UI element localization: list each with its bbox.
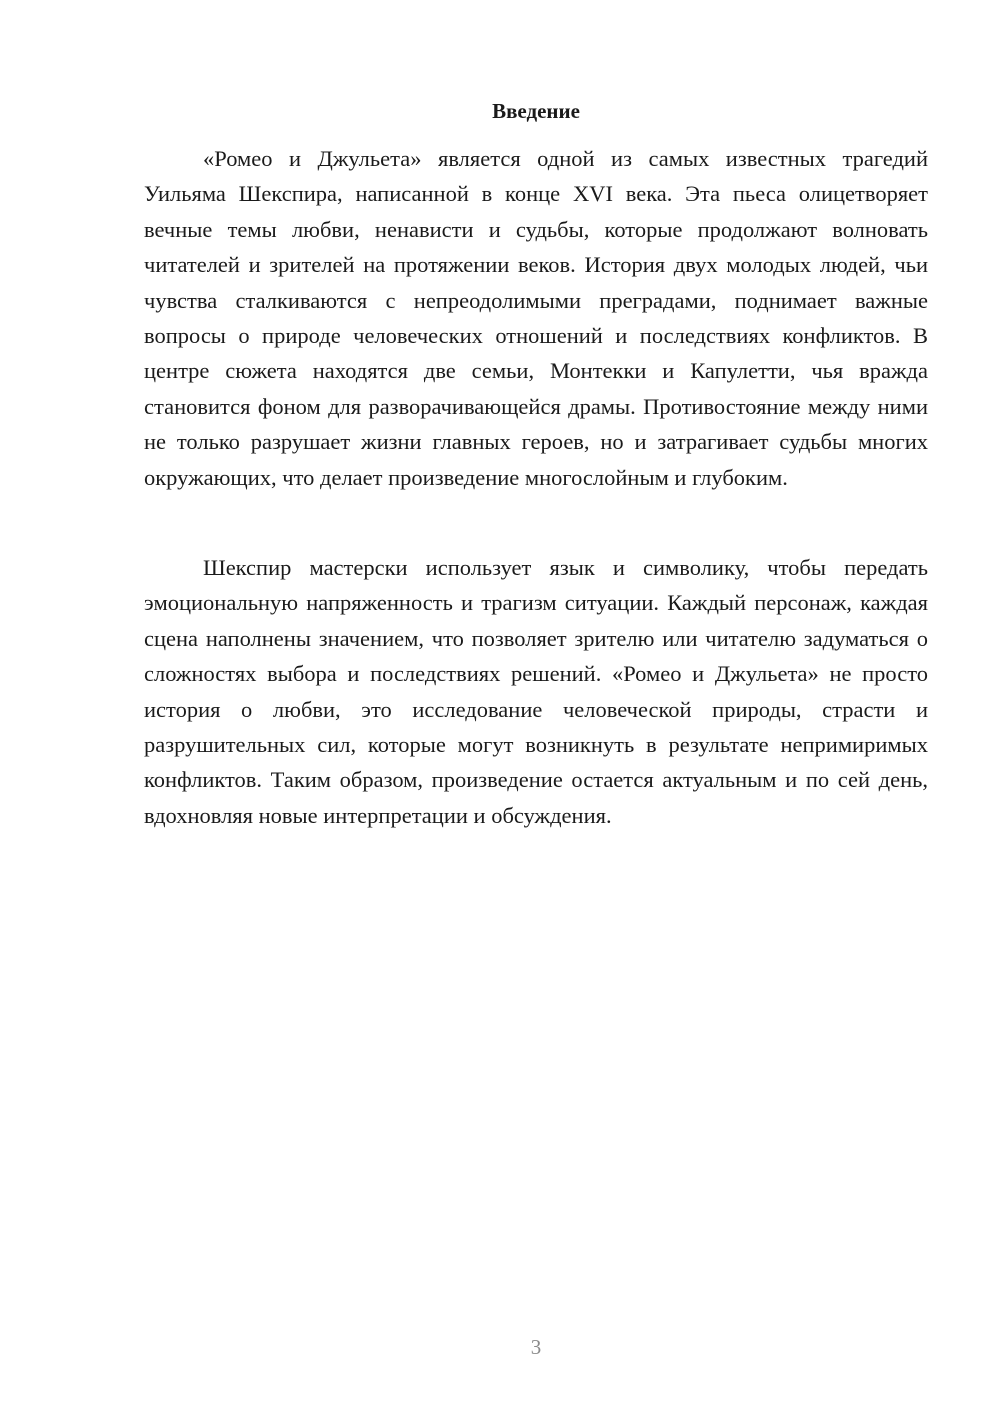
paragraph-1: «Ромео и Джульета» является одной из самых известных трагедий Уильяма Шекспира, написанной в конце XVI века. Эта пьеса олицетворяет вечные темы любви, ненависти и судьбы, которые продолжают волновать читателей и зрителей на протяжении веков. История двух молодых людей, чьи чувства сталкиваются с непреодолимыми преградами, поднимает важные вопросы о природе человеческих отношений и последствиях конфликтов. В центре сюжета находятся две семьи, Монтекки и Капулетти, чья вражда становится фоном для разворачивающейся драмы. Противостояние между ними не только разрушает жизни главных героев, но и затрагивает судьбы многих окружающих, что делает произведение многослойным и глубоким. — [144, 146, 928, 490]
page-number: 3 — [530, 1335, 542, 1359]
page-title: Введение — [492, 99, 580, 123]
paragraph-2: Шекспир мастерски использует язык и символику, чтобы передать эмоциональную напряженность и трагизм ситуации. Каждый персонаж, каждая сцена наполнены значением, что позволяет зрителю или читателю задуматься о сложностях выбора и последствиях решений. «Ромео и Джульета» не просто история о любви, это исследование человеческой природы, страсти и разрушительных сил, которые могут возникнуть в результате непримиримых конфликтов. Таким образом, произведение остается актуальным и по сей день, вдохновляя новые интерпретации и обсуждения. — [144, 555, 928, 828]
